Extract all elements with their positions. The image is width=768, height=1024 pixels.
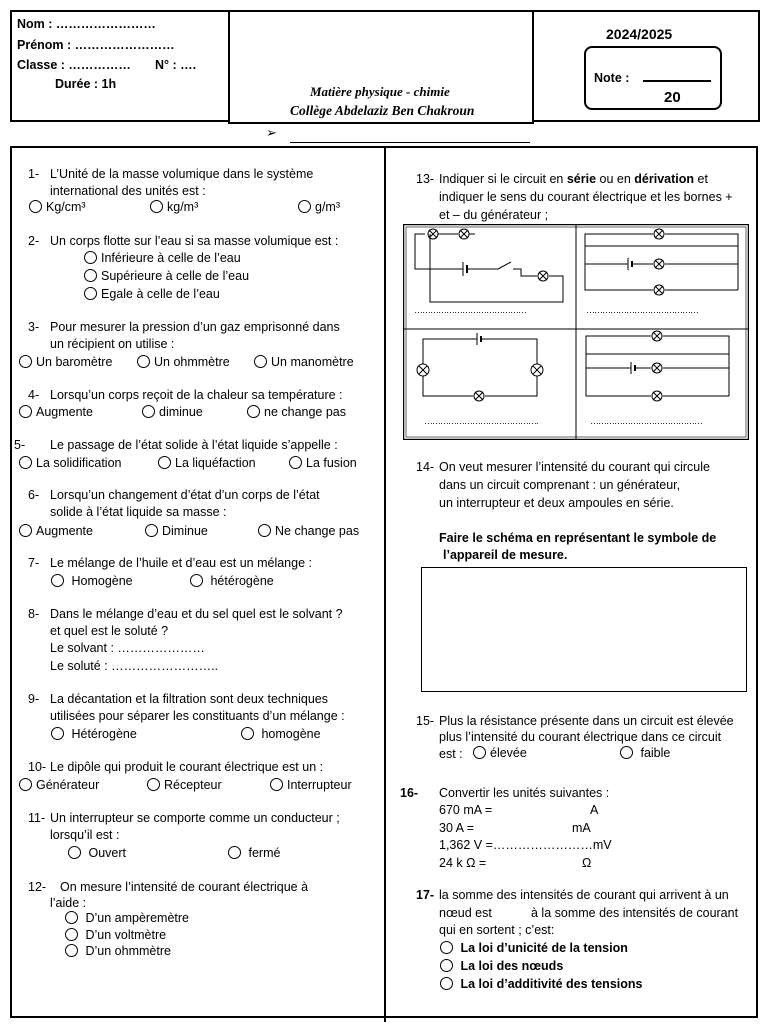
- q16-conv3[interactable]: 1,362 V =……………………mV: [439, 838, 612, 852]
- radio-icon[interactable]: [84, 269, 97, 282]
- q9-line1: La décantation et la filtration sont deux techniques: [50, 692, 328, 706]
- q1-option2[interactable]: kg/m³: [150, 200, 198, 214]
- radio-icon[interactable]: [65, 911, 78, 924]
- radio-icon[interactable]: [68, 846, 81, 859]
- q15-option2[interactable]: faible: [620, 746, 670, 760]
- q7-number: 7-: [28, 556, 40, 570]
- classe-field[interactable]: Classe : ……………: [17, 58, 131, 72]
- radio-icon[interactable]: [440, 959, 453, 972]
- note-total: 20: [664, 89, 681, 106]
- q9-option2[interactable]: homogène: [241, 727, 321, 741]
- q3-number: 3-: [28, 320, 40, 334]
- q13-number: 13-: [416, 172, 435, 186]
- q10-option2[interactable]: Récepteur: [147, 778, 222, 792]
- radio-icon[interactable]: [145, 524, 158, 537]
- q17-number: 17-: [416, 888, 435, 902]
- q17-option2[interactable]: La loi des nœuds: [440, 959, 563, 973]
- circuits-figure: [403, 224, 749, 440]
- q16-conv4-unit: Ω: [582, 856, 592, 870]
- q8-line2: et quel est le soluté ?: [50, 624, 169, 638]
- q7-line1: Le mélange de l’huile et d’eau est un mélange :: [50, 556, 312, 570]
- radio-icon[interactable]: [19, 355, 32, 368]
- q6-number: 6-: [28, 488, 40, 502]
- circuit-3: [417, 333, 543, 401]
- radio-icon[interactable]: [247, 405, 260, 418]
- q16-conv1-left: 670 mA =: [439, 803, 493, 817]
- radio-icon[interactable]: [298, 200, 311, 213]
- radio-icon[interactable]: [51, 727, 64, 740]
- q6-line1: Lorsqu’un changement d’état d’un corps de l’état: [50, 488, 320, 502]
- q9-line2: utilisées pour séparer les constituants d’un mélange :: [50, 709, 345, 723]
- q13-line2: indiquer le sens du courant électrique et les bornes +: [439, 190, 733, 204]
- q14-instruction2: l’appareil de mesure.: [443, 548, 568, 562]
- q2-option2[interactable]: Supérieure à celle de l’eau: [84, 269, 249, 283]
- q15-line1: Plus la résistance présente dans un circuit est élevée: [439, 714, 734, 728]
- q1-number: 1-: [28, 167, 40, 181]
- q12-option3[interactable]: D’un ohmmètre: [65, 944, 171, 958]
- q11-number: 11-: [28, 811, 46, 825]
- radio-icon[interactable]: [270, 778, 283, 791]
- q12-option2[interactable]: D’un voltmètre: [65, 928, 166, 942]
- prenom-field[interactable]: Prénom : ……………………: [17, 38, 175, 52]
- q6-option3[interactable]: Ne change pas: [258, 524, 359, 538]
- note-label: Note :: [594, 71, 630, 85]
- q14-number: 14-: [416, 460, 435, 474]
- radio-icon[interactable]: [190, 574, 203, 587]
- q5-line1: Le passage de l’état solide à l’état liquide s’appelle :: [50, 438, 338, 452]
- q6-option1[interactable]: Augmente: [19, 524, 93, 538]
- radio-icon[interactable]: [84, 287, 97, 300]
- duree-label: Durée : 1h: [55, 77, 117, 91]
- q8-solute[interactable]: Le soluté : ……………………..: [50, 659, 219, 673]
- q11-option1[interactable]: Ouvert: [68, 846, 126, 860]
- q14-instruction1: Faire le schéma en représentant le symbole de: [439, 531, 717, 545]
- column-divider: [384, 146, 386, 1022]
- q5-number: 5-: [14, 438, 26, 452]
- nom-field[interactable]: Nom : ……………………: [17, 17, 156, 31]
- matiere-label: Matière physique - chimie: [310, 84, 450, 99]
- q17-line1: la somme des intensités de courant qui arrivent à un: [439, 888, 729, 902]
- q8-solvant[interactable]: Le solvant : …………………: [50, 641, 205, 655]
- q1-line1: L’Unité de la masse volumique dans le système: [50, 167, 314, 181]
- q16-conv1-unit: A: [590, 803, 599, 817]
- q4-line1: Lorsqu’un corps reçoit de la chaleur sa température :: [50, 388, 343, 402]
- radio-icon[interactable]: [440, 941, 453, 954]
- radio-icon[interactable]: [19, 456, 32, 469]
- circuit-2: [585, 229, 738, 295]
- radio-icon[interactable]: [147, 778, 160, 791]
- q15-option1[interactable]: élevée: [473, 746, 527, 760]
- circuit3-answer[interactable]: …………………………………….: [424, 416, 538, 426]
- q11-option2[interactable]: fermé: [228, 846, 280, 860]
- q14-line1: On veut mesurer l’intensité du courant qui circule: [439, 460, 710, 474]
- q2-number: 2-: [28, 234, 40, 248]
- q8-number: 8-: [28, 607, 40, 621]
- q5-option2[interactable]: La liquéfaction: [158, 456, 256, 470]
- q2-option3[interactable]: Egale à celle de l’eau: [84, 287, 220, 301]
- q6-line2: solide à l’état liquide sa masse :: [50, 505, 227, 519]
- radio-icon[interactable]: [620, 746, 633, 759]
- circuit-4: [586, 331, 729, 401]
- q13-line3: et – du générateur ;: [439, 208, 549, 222]
- q5-option1[interactable]: La solidification: [19, 456, 121, 470]
- q17-line2b: à la somme des intensités de courant: [531, 906, 739, 920]
- q12-option1[interactable]: D’un ampèremètre: [65, 911, 189, 925]
- q10-line1: Le dipôle qui produit le courant électrique est un :: [50, 760, 324, 774]
- radio-icon[interactable]: [65, 928, 78, 941]
- circuit2-answer[interactable]: ……………………………………: [586, 305, 698, 315]
- q16-conv2-unit: mA: [572, 821, 591, 835]
- q2-option1[interactable]: Inférieure à celle de l’eau: [84, 251, 241, 265]
- arrow-bullet: ➢: [266, 125, 277, 140]
- radio-icon[interactable]: [254, 355, 267, 368]
- year-label: 2024/2025: [606, 26, 673, 42]
- q12-line2: l’aide :: [50, 896, 87, 910]
- q15-line2: plus l’intensité du courant électrique dans ce circuit: [439, 730, 722, 744]
- q13-line1: Indiquer si le circuit en série ou en dérivation et: [439, 172, 708, 186]
- radio-icon[interactable]: [241, 727, 254, 740]
- q11-line1: Un interrupteur se comporte comme un conducteur ;: [50, 811, 340, 825]
- q9-number: 9-: [28, 692, 40, 706]
- q8-line1: Dans le mélange d’eau et du sel quel est le solvant ?: [50, 607, 343, 621]
- numero-field[interactable]: N° : ….: [155, 58, 197, 72]
- q3-option1[interactable]: Un baromètre: [19, 355, 112, 369]
- q4-option3[interactable]: ne change pas: [247, 405, 346, 419]
- q16-line1: Convertir les unités suivantes :: [439, 786, 610, 800]
- radio-icon[interactable]: [289, 456, 302, 469]
- q12-number: 12-: [28, 880, 47, 894]
- q4-option2[interactable]: diminue: [142, 405, 203, 419]
- q14-drawing-area[interactable]: [421, 567, 747, 692]
- radio-icon[interactable]: [228, 846, 241, 859]
- q3-option2[interactable]: Un ohmmètre: [137, 355, 230, 369]
- q12-line1: On mesure l’intensité de courant électrique à: [60, 880, 309, 894]
- q15-line3: est :: [439, 747, 463, 761]
- q6-option2[interactable]: Diminue: [145, 524, 208, 538]
- college-label: Collège Abdelaziz Ben Chakroun: [290, 103, 475, 118]
- radio-icon[interactable]: [51, 574, 64, 587]
- radio-icon[interactable]: [19, 524, 32, 537]
- q5-option3[interactable]: La fusion: [289, 456, 357, 470]
- q1-option1[interactable]: Kg/cm³: [29, 200, 86, 214]
- q1-option3[interactable]: g/m³: [298, 200, 340, 214]
- q3-line2: un récipient on utilise :: [50, 337, 175, 351]
- radio-icon[interactable]: [150, 200, 163, 213]
- q11-line2: lorsqu’il est :: [50, 828, 120, 842]
- q4-number: 4-: [28, 388, 40, 402]
- q9-option1[interactable]: Hétérogène: [51, 727, 137, 741]
- radio-icon[interactable]: [29, 200, 42, 213]
- q10-option1[interactable]: Générateur: [19, 778, 99, 792]
- radio-icon[interactable]: [440, 977, 453, 990]
- q7-option1[interactable]: Homogène: [51, 574, 133, 588]
- radio-icon[interactable]: [137, 355, 150, 368]
- q16-conv4-left: 24 k Ω =: [439, 856, 487, 870]
- q17-option1[interactable]: La loi d’unicité de la tension: [440, 941, 628, 955]
- q14-line2: dans un circuit comprenant : un générateur,: [439, 478, 681, 492]
- q3-option3[interactable]: Un manomètre: [254, 355, 354, 369]
- radio-icon[interactable]: [258, 524, 271, 537]
- radio-icon[interactable]: [19, 405, 32, 418]
- radio-icon[interactable]: [84, 251, 97, 264]
- radio-icon[interactable]: [158, 456, 171, 469]
- q16-conv2-left: 30 A =: [439, 821, 475, 835]
- q7-option2[interactable]: hétérogène: [190, 574, 274, 588]
- q3-line1: Pour mesurer la pression d’un gaz emprisonné dans: [50, 320, 340, 334]
- q4-option1[interactable]: Augmente: [19, 405, 93, 419]
- arrow-underline: [290, 142, 530, 143]
- circuit-1: [415, 229, 563, 302]
- circuit1-answer[interactable]: ……………………………………: [414, 305, 526, 315]
- radio-icon[interactable]: [473, 746, 486, 759]
- q10-number: 10-: [28, 760, 47, 774]
- q17-line3: qui en sortent ; c’est:: [439, 923, 555, 937]
- radio-icon[interactable]: [65, 944, 78, 957]
- note-underline: [643, 80, 711, 82]
- q17-line2a: nœud est: [439, 906, 492, 920]
- radio-icon[interactable]: [142, 405, 155, 418]
- circuit4-answer[interactable]: ……………………………………: [590, 416, 702, 426]
- q15-number: 15-: [416, 714, 435, 728]
- q2-line1: Un corps flotte sur l’eau si sa masse volumique est :: [50, 234, 339, 248]
- q14-line3: un interrupteur et deux ampoules en série.: [439, 496, 674, 510]
- radio-icon[interactable]: [19, 778, 32, 791]
- q1-line2: international des unités est :: [50, 184, 206, 198]
- q10-option3[interactable]: Interrupteur: [270, 778, 352, 792]
- q17-option3[interactable]: La loi d’additivité des tensions: [440, 977, 642, 991]
- q16-number: 16-: [400, 786, 419, 800]
